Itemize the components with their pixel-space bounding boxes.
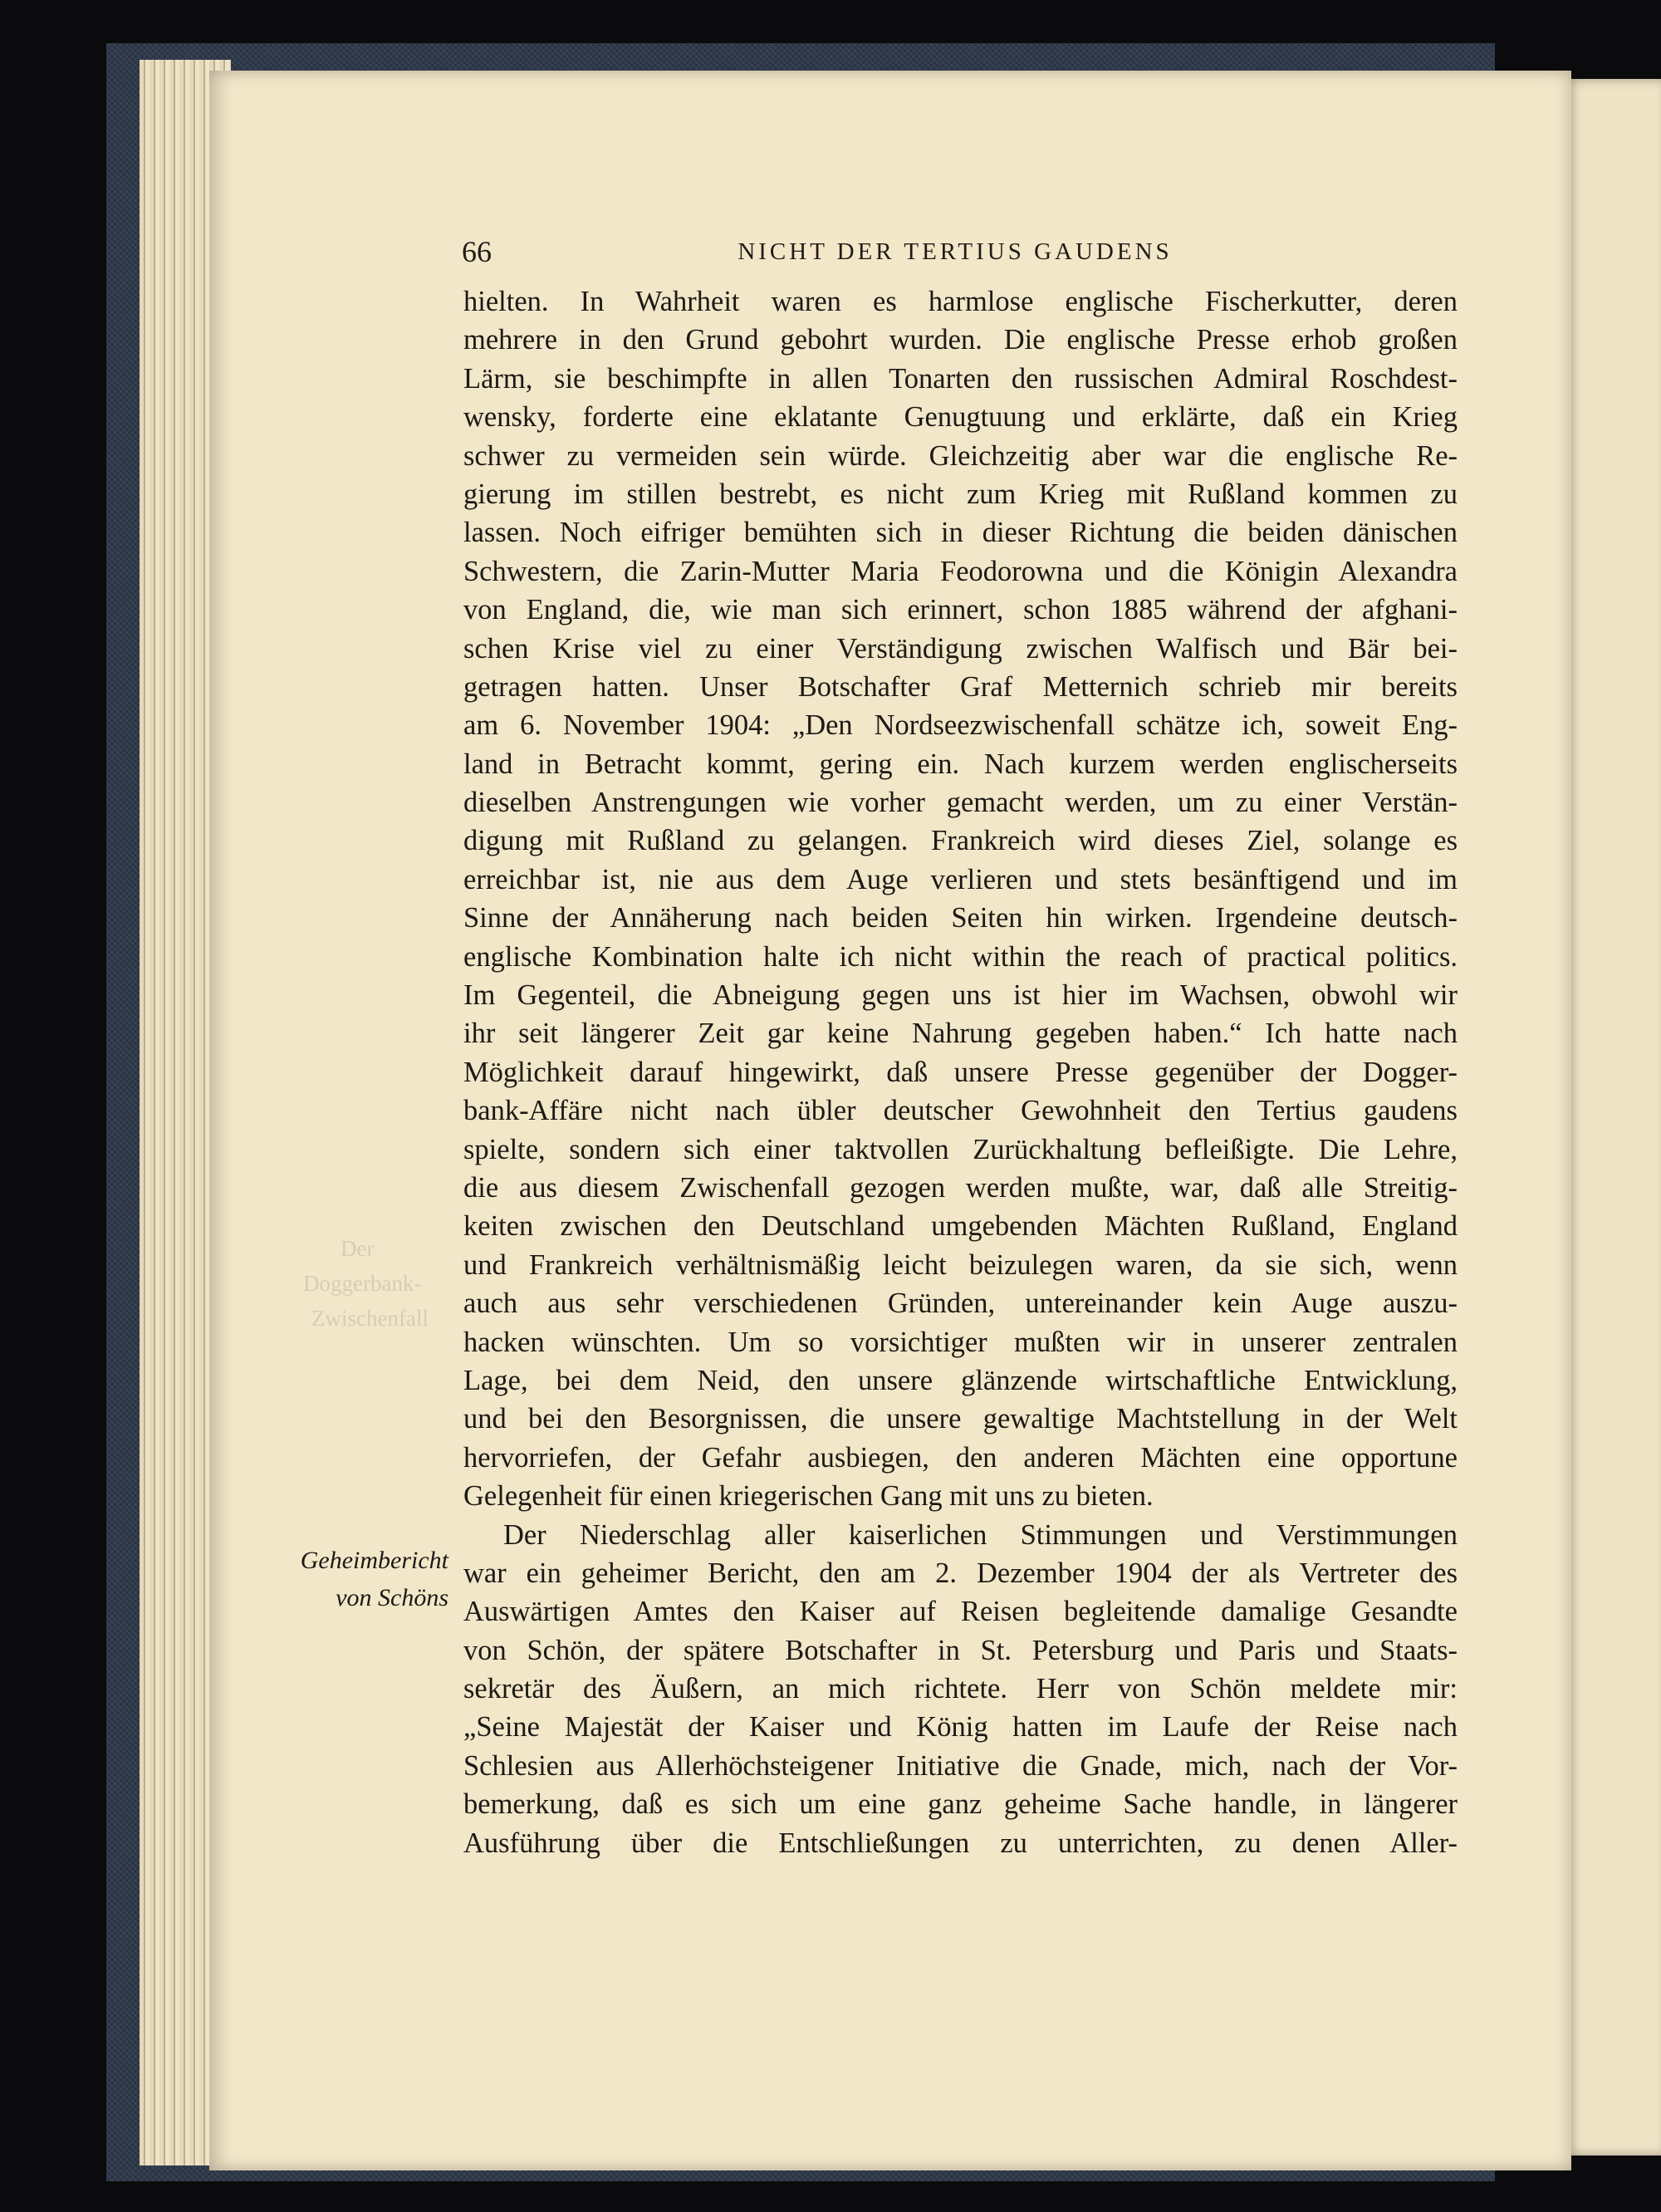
text-line: keiten zwischen den Deutschland umgebenden Mächten Rußland, England [463, 1210, 1458, 1243]
text-line: Im Gegenteil, die Abneigung gegen uns ist hier im Wachsen, obwohl wir [463, 979, 1458, 1012]
text-line: von Schön, der spätere Botschafter in St. Petersburg und Paris und Staats- [463, 1634, 1458, 1666]
text-line: bank-Affäre nicht nach übler deutscher Gewohnheit den Tertius gaudens [463, 1095, 1458, 1127]
text-line: englische Kombination halte ich nicht within the reach of practical politics. [463, 940, 1458, 973]
margin-note: Geheimbericht [300, 1547, 448, 1574]
text-line: von England, die, wie man sich erinnert, schon 1885 während der afghani- [463, 594, 1458, 626]
text-line: am 6. November 1904: „Den Nordseezwischenfall schätze ich, soweit Eng- [463, 709, 1458, 742]
text-line: getragen hatten. Unser Botschafter Graf Metternich schrieb mir bereits [463, 670, 1458, 703]
text-line: land in Betracht kommt, gering ein. Nach kurzem werden englischerseits [463, 748, 1458, 780]
text-line: erreichbar ist, nie aus dem Auge verlieren und stets besänftigend und im [463, 863, 1458, 895]
text-line: und Frankreich verhältnismäßig leicht beizulegen waren, da sie sich, wenn [463, 1248, 1458, 1281]
text-line: schen Krise viel zu einer Verständigung zwischen Walfisch und Bär bei- [463, 632, 1458, 665]
text-line: Schwestern, die Zarin-Mutter Maria Feodorowna und die Königin Alexandra [463, 555, 1458, 587]
facing-page-edge [1565, 79, 1661, 2156]
text-line: war ein geheimer Bericht, den am 2. Dezember 1904 der als Vertreter des [463, 1557, 1458, 1589]
text-line: Lärm, sie beschimpfte in allen Tonarten den russischen Admiral Roschdest- [463, 362, 1458, 395]
text-line-paragraph-start: Der Niederschlag aller kaiserlichen Stimmungen und Verstimmungen [503, 1518, 1458, 1551]
body-text [463, 282, 1458, 1862]
text-line: ihr seit längerer Zeit gar keine Nahrung gegeben haben.“ Ich hatte nach [463, 1018, 1458, 1050]
page-number: 66 [462, 235, 492, 268]
text-line: „Seine Majestät der Kaiser und König hatten im Laufe der Reise nach [463, 1711, 1458, 1744]
text-line: hacken wünschten. Um so vorsichtiger mußten wir in unserer zentralen [463, 1326, 1458, 1358]
text-line: Ausführung über die Entschließungen zu unterrichten, zu denen Aller- [463, 1827, 1458, 1859]
text-line: Schlesien aus Allerhöchsteigener Initiative die Gnade, mich, nach der Vor- [463, 1749, 1458, 1782]
text-line: die aus diesem Zwischenfall gezogen werden mußte, war, daß alle Streitig- [463, 1171, 1458, 1204]
text-line: Sinne der Annäherung nach beiden Seiten hin wirken. Irgendeine deutsch- [463, 902, 1458, 934]
margin-note: von Schöns [336, 1584, 448, 1611]
text-line: gierung im stillen bestrebt, es nicht zum Krieg mit Rußland kommen zu [463, 478, 1458, 510]
text-line: Lage, bei dem Neid, den unsere glänzende wirtschaftliche Entwicklung, [463, 1364, 1458, 1396]
text-line: Auswärtigen Amtes den Kaiser auf Reisen begleitende damalige Gesandte [463, 1596, 1458, 1628]
text-line: dieselben Anstrengungen wie vorher gemacht werden, um zu einer Verstän- [463, 787, 1458, 819]
bleed-through-text: Zwischenfall [311, 1306, 429, 1331]
text-line: digung mit Rußland zu gelangen. Frankreich wird dieses Ziel, solange es [463, 825, 1458, 857]
text-line: spielte, sondern sich einer taktvollen Zurückhaltung befleißigte. Die Lehre, [463, 1133, 1458, 1165]
text-line: und bei den Besorgnissen, die unsere gewaltige Machtstellung in der Welt [463, 1403, 1458, 1435]
text-line: hervorriefen, der Gefahr ausbiegen, den anderen Mächten eine opportune [463, 1441, 1458, 1474]
text-line: hielten. In Wahrheit waren es harmlose englische Fischerkutter, deren [463, 286, 1458, 317]
text-line: bemerkung, daß es sich um eine ganz geheime Sache handle, in längerer [463, 1788, 1458, 1821]
bleed-through-text: Doggerbank- [303, 1271, 422, 1296]
text-line: schwer zu vermeiden sein würde. Gleichzeitig aber war die englische Re- [463, 439, 1458, 472]
text-line: Möglichkeit darauf hingewirkt, daß unsere Presse gegenüber der Dogger- [463, 1056, 1458, 1088]
text-line: wensky, forderte eine eklatante Genugtuung und erklärte, daß ein Krieg [463, 401, 1458, 434]
text-line: mehrere in den Grund gebohrt wurden. Die englische Presse erhob großen [463, 324, 1458, 356]
text-line: sekretär des Äußern, an mich richtete. Herr von Schön meldete mir: [463, 1673, 1458, 1705]
running-head: NICHT DER TERTIUS GAUDENS [737, 238, 1173, 265]
text-line: auch aus sehr verschiedenen Gründen, untereinander kein Auge auszu- [463, 1287, 1458, 1320]
text-line-paragraph-end: Gelegenheit für einen kriegerischen Gang mit uns zu bieten. [463, 1480, 1154, 1513]
bleed-through-text: Der [341, 1236, 375, 1261]
text-line: lassen. Noch eifriger bemühten sich in dieser Richtung die beiden dänischen [463, 517, 1458, 549]
